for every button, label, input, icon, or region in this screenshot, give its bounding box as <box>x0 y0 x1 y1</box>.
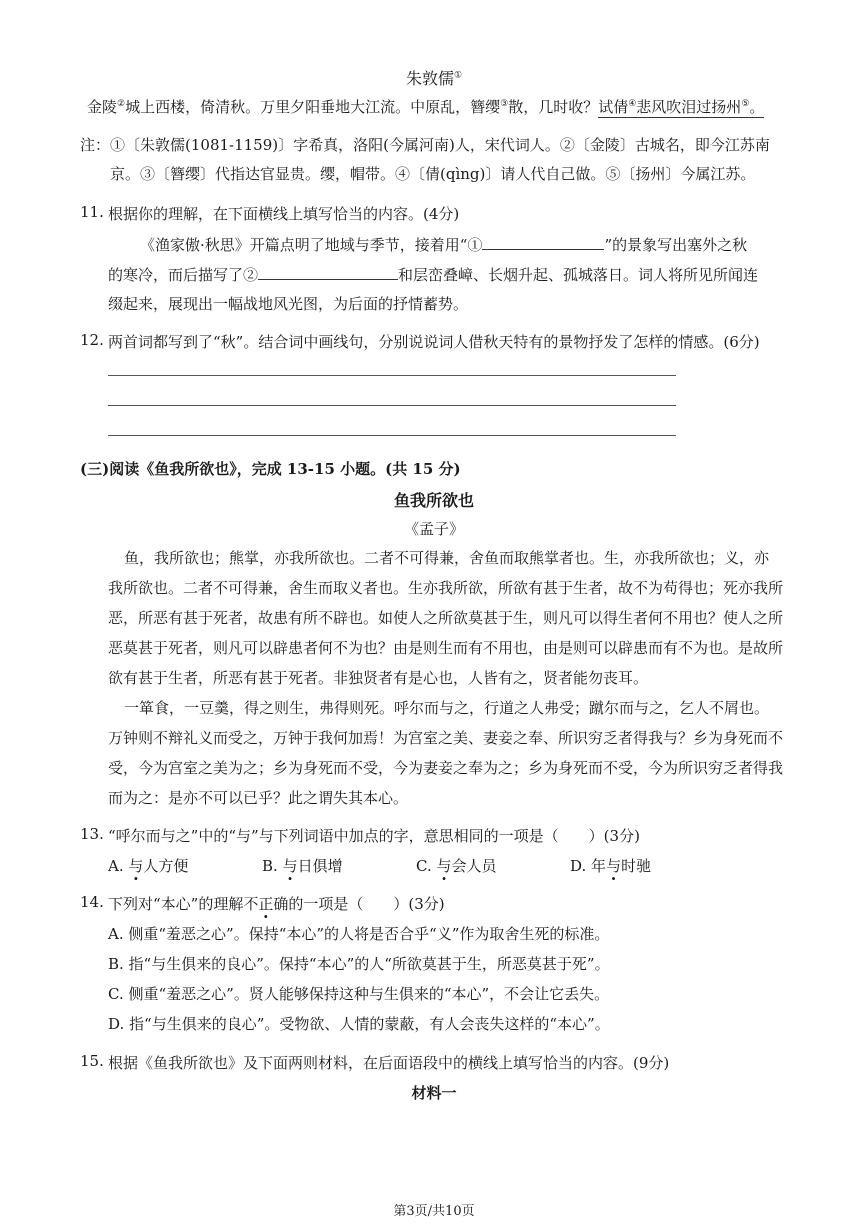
q15-number: 15. <box>80 1052 104 1070</box>
page-footer: 第3页/共10页 <box>393 1204 475 1219</box>
poem-underlined-line: 试倩④悲风吹泪过扬州⑤。 <box>598 98 765 116</box>
notes-line-2: 京。③〔簪缨〕代指达官显贵。缨，帽带。④〔倩(qìng)〕请人代自己做。⑤〔扬州〕今属江苏。 <box>110 165 756 183</box>
q14-option-a[interactable]: A. 侧重“羞恶之心”。保持“本心”的人将是否合乎“义”作为取舍生死的标准。 <box>108 925 610 943</box>
q11-number: 11. <box>80 203 104 221</box>
q13-option-d[interactable]: D. 年与时驰 <box>570 857 652 875</box>
q12-answer-line[interactable] <box>108 375 676 376</box>
passage-author: 《孟子》 <box>403 520 464 538</box>
q13-number: 13. <box>80 825 104 843</box>
q14-option-c[interactable]: C. 侧重“羞恶之心”。贤人能够保持这种与生俱来的“本心”，不会让它丢失。 <box>108 985 610 1003</box>
q12-stem: 两首词都写到了“秋”。结合词中画线句，分别说说词人借秋天特有的景物抒发了怎样的情感。(6分) <box>108 333 760 351</box>
poem-author: 朱敦儒① <box>405 69 463 88</box>
passage-p1-line-1: 鱼，我所欲也；熊掌，亦我所欲也。二者不可得兼，舍鱼而取熊掌者也。生，亦我所欲也；义，亦 <box>124 549 770 567</box>
q12-answer-line[interactable] <box>108 405 676 406</box>
notes-line-1: ①〔朱敦儒(1081-1159)〕字希真，洛阳(今属河南)人，宋代词人。②〔金陵〕古城名，即今江苏南 <box>110 136 770 154</box>
passage-title: 鱼我所欲也 <box>393 491 474 510</box>
section-3-heading: (三)阅读《鱼我所欲也》，完成 13-15 小题。(共 15 分) <box>80 460 461 478</box>
material-1-heading: 材料一 <box>411 1084 457 1102</box>
passage-p1-line-3: 恶，所恶有甚于死者，故患有所不辟也。如使人之所欲莫甚于生，则凡可以得生者何不用也？使人之所 <box>108 609 784 627</box>
passage-p2-line-4: 而为之：是亦不可以已乎？此之谓失其本心。 <box>108 789 409 807</box>
q13-option-c[interactable]: C. 与会人员 <box>416 857 497 875</box>
q14-number: 14. <box>80 893 104 911</box>
passage-p2-line-3: 受，今为宫室之美为之；乡为身死而不受，今为妻妾之奉为之；乡为身死而不受，今为所识穷乏者得我 <box>108 759 784 777</box>
q12-answer-line[interactable] <box>108 435 676 436</box>
passage-p2-line-1: 一箪食，一豆羹，得之则生，弗得则死。呼尔而与之，行道之人弗受；蹴尔而与之，乞人不屑也。 <box>124 699 770 717</box>
notes-label: 注： <box>80 136 111 154</box>
q13-option-b[interactable]: B. 与日俱增 <box>262 857 343 875</box>
q11-line-1: 《渔家傲·秋思》开篇点明了地域与季节，接着用“① ”的景象写出塞外之秋 <box>140 233 747 255</box>
passage-p1-line-2: 我所欲也。二者不可得兼，舍生而取义者也。生亦我所欲，所欲有甚于生者，故不为苟得也；死亦我所 <box>108 579 784 597</box>
passage-p2-line-2: 万钟则不辩礼义而受之，万钟于我何加焉！为宫室之美、妻妾之奉、所识穷乏者得我与？乡为身死而不 <box>108 729 784 747</box>
q11-blank-2[interactable] <box>258 263 398 280</box>
poem-text: 金陵②城上西楼，倚清秋。万里夕阳垂地大江流。中原乱，簪缨③散，几时收？试倩④悲风吹泪过扬州⑤。 <box>87 98 765 116</box>
q12-number: 12. <box>80 331 104 349</box>
passage-p1-line-4: 恶莫甚于死者，则凡可以辟患者何不为也？由是则生而有不用也，由是则可以辟患而有不为也。是故所 <box>108 639 784 657</box>
q15-stem: 根据《鱼我所欲也》及下面两则材料，在后面语段中的横线上填写恰当的内容。(9分) <box>108 1054 670 1072</box>
q14-option-d[interactable]: D. 指“与生俱来的良心”。受物欲、人情的蒙蔽，有人会丧失这样的“本心”。 <box>108 1015 610 1033</box>
q13-stem: “呼尔而与之”中的“与”与下列词语中加点的字，意思相同的一项是（ ）(3分) <box>108 827 640 845</box>
passage-p1-line-5: 欲有甚于生者，所恶有甚于死者。非独贤者有是心也，人皆有之，贤者能勿丧耳。 <box>108 669 649 687</box>
q11-stem: 根据你的理解，在下面横线上填写恰当的内容。(4分) <box>108 205 460 223</box>
q11-line-2: 的寒冷，而后描写了② 和层峦叠嶂、长烟升起、孤城落日。词人将所见所闻连 <box>108 263 758 285</box>
q14-option-b[interactable]: B. 指“与生俱来的良心”。保持“本心”的人“所欲莫甚于生，所恶莫甚于死”。 <box>108 955 610 973</box>
q11-line-3: 缀起来，展现出一幅战地风光图，为后面的抒情蓄势。 <box>108 295 469 313</box>
q13-option-a[interactable]: A. 与人方便 <box>108 857 189 875</box>
q14-stem: 下列对“本心”的理解不正确的一项是（ ）(3分) <box>108 895 445 913</box>
q11-blank-1[interactable] <box>482 233 604 250</box>
